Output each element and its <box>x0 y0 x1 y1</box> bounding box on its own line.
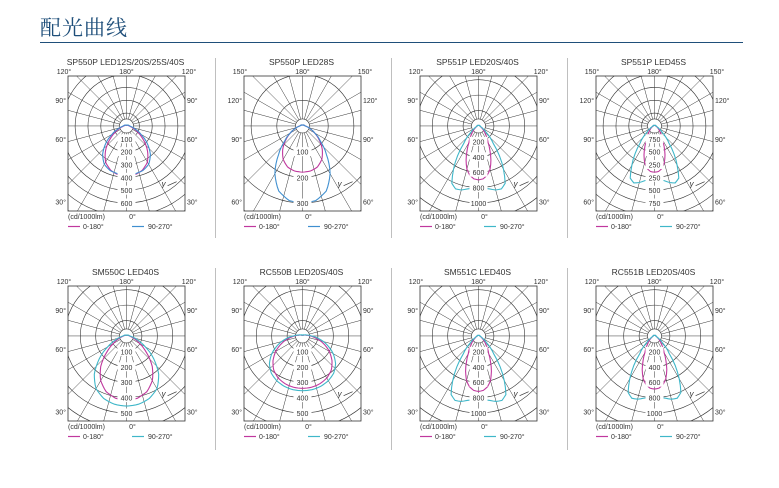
legend-label-1: 0-180° <box>435 434 456 441</box>
gamma-label: γ <box>337 179 342 189</box>
grid-spoke <box>127 336 387 486</box>
grid-spoke <box>303 76 453 336</box>
polar-grid <box>0 0 427 426</box>
grid-spoke <box>577 46 655 336</box>
gamma-label: γ <box>689 179 694 189</box>
grid-spoke <box>303 46 381 336</box>
grid-spoke <box>655 124 779 336</box>
polar-chart-1 <box>0 0 427 426</box>
unit-label: (cd/1000lm) <box>420 424 457 431</box>
grid-spoke <box>479 76 629 336</box>
top-angle-label: 120° <box>56 69 72 76</box>
top-angle-label: 150° <box>709 69 725 76</box>
radial-tick-label: 600 <box>648 380 661 388</box>
radial-tick-label: 200 <box>296 364 309 372</box>
radial-tick-label: 800 <box>472 185 485 193</box>
radial-tick-label: 800 <box>472 395 485 403</box>
grid-spoke <box>43 336 303 486</box>
radial-tick-label: 500 <box>296 411 309 418</box>
chart-title: SP550P LED12S/20S/25S/40S <box>66 57 185 67</box>
grid-spoke <box>479 126 629 386</box>
top-angle-label: 120° <box>408 279 424 286</box>
radial-tick-label: 500 <box>648 149 661 157</box>
unit-label: (cd/1000lm) <box>68 424 105 431</box>
grid-spoke <box>153 126 303 386</box>
chart-title: SM551C LED40S <box>443 267 512 277</box>
radial-tick-label: 600 <box>120 201 133 208</box>
side-angle-label-left: 60° <box>407 137 418 145</box>
gamma-arrow <box>344 392 353 396</box>
chart-title: SP550P LED28S <box>268 57 335 67</box>
grid-spoke <box>0 126 127 338</box>
side-angle-label-left: 60° <box>407 347 418 355</box>
side-angle-label-left: 90° <box>583 137 594 145</box>
bottom-angle-label: 0° <box>305 424 312 431</box>
side-angle-label-left: 60° <box>55 347 66 355</box>
side-angle-label-left: 30° <box>55 199 66 207</box>
side-angle-label-left: 90° <box>407 98 418 105</box>
radial-tick-label: 250 <box>648 162 661 170</box>
grid-spoke <box>127 126 277 386</box>
side-angle-label-right: 60° <box>715 199 726 207</box>
grid-spoke <box>49 46 127 336</box>
radial-tick-label: 600 <box>472 170 485 178</box>
grid-spoke <box>401 46 479 336</box>
top-angle-label: 120° <box>181 69 197 76</box>
top-angle-label: 180° <box>119 69 134 76</box>
radial-tick-label: 600 <box>472 380 485 388</box>
side-angle-label-right: 60° <box>363 199 374 207</box>
gamma-label: γ <box>161 179 166 189</box>
legend-label-1: 0-180° <box>611 434 632 441</box>
bottom-angle-label: 0° <box>481 214 488 221</box>
side-angle-label-left: 60° <box>231 199 242 207</box>
side-angle-label-right: 90° <box>539 308 550 315</box>
side-angle-label-left: 90° <box>583 308 594 315</box>
bottom-angle-label: 0° <box>657 214 664 221</box>
top-angle-label: 120° <box>181 279 197 286</box>
side-angle-label-right: 120° <box>363 98 378 105</box>
side-angle-label-left: 90° <box>55 308 66 315</box>
page-title: 配光曲线 <box>40 16 128 40</box>
polar-chart-4 <box>355 0 779 426</box>
side-angle-label-left: 60° <box>583 347 594 355</box>
legend-label-1: 0-180° <box>611 224 632 231</box>
legend-label-1: 0-180° <box>259 434 280 441</box>
side-angle-label-right: 30° <box>539 199 550 207</box>
top-angle-label: 180° <box>471 69 486 76</box>
side-angle-label-right: 90° <box>715 137 726 145</box>
radial-tick-label: 750 <box>648 201 661 208</box>
radial-tick-label: 200 <box>472 139 485 147</box>
chart-title: SP551P LED20S/40S <box>436 57 519 67</box>
top-angle-label: 120° <box>533 69 549 76</box>
grid-spoke <box>479 126 691 338</box>
grid-spoke <box>219 186 479 336</box>
top-angle-label: 150° <box>584 69 600 76</box>
gamma-label: γ <box>161 389 166 399</box>
gamma-label: γ <box>513 389 518 399</box>
side-angle-label-right: 90° <box>715 308 726 315</box>
side-angle-label-right: 30° <box>539 409 550 417</box>
top-angle-label: 120° <box>533 279 549 286</box>
side-angle-label-left: 90° <box>231 308 242 315</box>
grid-spoke <box>153 76 303 336</box>
grid-spoke <box>43 186 303 336</box>
grid-spoke <box>303 126 453 386</box>
side-angle-label-right: 90° <box>363 308 374 315</box>
side-angle-label-left: 120° <box>579 98 594 105</box>
top-angle-label: 150° <box>357 69 373 76</box>
side-angle-label-right: 30° <box>363 409 374 417</box>
side-angle-label-left: 90° <box>407 308 418 315</box>
bottom-angle-label: 0° <box>129 424 136 431</box>
radial-tick-label: 100 <box>296 349 309 357</box>
radial-tick-label: 300 <box>296 380 309 388</box>
side-angle-label-right: 60° <box>187 347 198 355</box>
grid-spoke <box>479 186 739 336</box>
gamma-arrow <box>520 392 529 396</box>
legend-label-2: 90-270° <box>148 434 173 441</box>
radial-tick-label: 400 <box>472 154 485 162</box>
radial-tick-label: 100 <box>120 136 133 144</box>
legend-label-2: 90-270° <box>148 224 173 231</box>
top-angle-label: 150° <box>232 69 248 76</box>
gamma-arrow <box>344 182 353 186</box>
unit-label: (cd/1000lm) <box>420 214 457 221</box>
radial-tick-label: 250 <box>648 175 661 183</box>
legend-label-2: 90-270° <box>676 434 701 441</box>
legend-label-2: 90-270° <box>324 224 349 231</box>
radial-tick-label: 200 <box>120 149 133 157</box>
radial-tick-label: 500 <box>120 188 133 196</box>
unit-label: (cd/1000lm) <box>68 214 105 221</box>
gamma-arrow <box>520 182 529 186</box>
radial-tick-label: 1000 <box>470 201 487 208</box>
side-angle-label-right: 90° <box>539 98 550 105</box>
center-hub <box>296 119 310 133</box>
grid-spoke <box>303 0 563 126</box>
chart-title: SM550C LED40S <box>91 267 160 277</box>
grid-spoke <box>225 46 303 336</box>
radial-tick-label: 200 <box>120 364 133 372</box>
legend-label-2: 90-270° <box>500 224 525 231</box>
side-angle-label-left: 30° <box>55 409 66 417</box>
legend-label-2: 90-270° <box>676 224 701 231</box>
side-angle-label-right: 90° <box>363 137 374 145</box>
grid-spoke <box>505 76 655 336</box>
top-angle-label: 180° <box>471 279 486 286</box>
side-angle-label-left: 60° <box>55 137 66 145</box>
side-angle-label-left: 60° <box>583 199 594 207</box>
side-angle-label-right: 60° <box>363 347 374 355</box>
radial-tick-label: 300 <box>120 162 133 170</box>
grid-spoke <box>127 126 339 338</box>
top-angle-label: 180° <box>295 69 310 76</box>
grid-spoke <box>266 126 478 338</box>
grid-spoke <box>303 336 563 486</box>
side-angle-label-left: 30° <box>407 199 418 207</box>
radial-tick-label: 400 <box>120 175 133 183</box>
side-angle-label-left: 90° <box>231 137 242 145</box>
chart-title: RC551B LED20S/40S <box>611 267 696 277</box>
radial-tick-label: 300 <box>120 380 133 388</box>
gamma-arrow <box>168 392 177 396</box>
side-angle-label-right: 30° <box>187 409 198 417</box>
unit-label: (cd/1000lm) <box>596 424 633 431</box>
chart-title: SP551P LED45S <box>620 57 687 67</box>
top-angle-label: 180° <box>647 279 662 286</box>
bottom-angle-label: 0° <box>305 214 312 221</box>
radial-tick-label: 500 <box>120 411 133 418</box>
side-angle-label-left: 30° <box>407 409 418 417</box>
radial-tick-label: 400 <box>120 395 133 403</box>
bottom-angle-label: 0° <box>657 424 664 431</box>
side-angle-label-left: 120° <box>227 98 242 105</box>
bottom-angle-label: 0° <box>481 424 488 431</box>
radial-tick-label: 500 <box>648 188 661 196</box>
side-angle-label-right: 60° <box>539 347 550 355</box>
legend-label-2: 90-270° <box>500 434 525 441</box>
top-angle-label: 120° <box>232 279 248 286</box>
grid-spoke <box>329 76 479 336</box>
grid-spoke <box>395 336 655 486</box>
side-angle-label-right: 60° <box>715 347 726 355</box>
side-angle-label-left: 30° <box>231 409 242 417</box>
grid-spoke <box>0 124 127 336</box>
top-angle-label: 120° <box>408 69 424 76</box>
grid-spoke <box>395 186 655 336</box>
gamma-arrow <box>696 182 705 186</box>
unit-label: (cd/1000lm) <box>244 214 281 221</box>
polar-grid <box>355 0 779 426</box>
gamma-label: γ <box>513 179 518 189</box>
top-angle-label: 120° <box>709 279 725 286</box>
grid-spoke <box>395 0 655 126</box>
unit-label: (cd/1000lm) <box>596 214 633 221</box>
radial-tick-label: 400 <box>296 395 309 403</box>
grid-spoke <box>329 126 479 386</box>
radial-tick-label: 400 <box>472 364 485 372</box>
grid-spoke <box>303 186 563 336</box>
side-angle-label-left: 90° <box>55 98 66 105</box>
legend-label-1: 0-180° <box>83 224 104 231</box>
side-angle-label-right: 120° <box>715 98 730 105</box>
radial-tick-label: 200 <box>648 349 661 357</box>
bottom-angle-label: 0° <box>129 214 136 221</box>
top-angle-label: 180° <box>295 279 310 286</box>
legend-label-2: 90-270° <box>324 434 349 441</box>
radial-tick-label: 100 <box>296 149 309 157</box>
gamma-arrow <box>168 182 177 186</box>
grid-spoke <box>303 126 563 276</box>
gamma-arrow <box>696 392 705 396</box>
grid-spoke <box>90 126 302 338</box>
side-angle-label-right: 30° <box>715 409 726 417</box>
grid-spoke <box>395 126 655 276</box>
top-angle-label: 120° <box>56 279 72 286</box>
grid-spoke <box>479 336 739 486</box>
radial-tick-label: 200 <box>472 349 485 357</box>
grid-spoke <box>479 46 557 336</box>
radial-tick-label: 300 <box>296 201 309 208</box>
grid-spoke <box>127 46 205 336</box>
top-angle-label: 180° <box>647 69 662 76</box>
radial-tick-label: 100 <box>120 349 133 357</box>
legend-label-1: 0-180° <box>83 434 104 441</box>
grid-spoke <box>127 186 387 336</box>
top-angle-label: 120° <box>357 279 373 286</box>
unit-label: (cd/1000lm) <box>244 424 281 431</box>
grid-spoke <box>219 336 479 486</box>
grid-spoke <box>655 126 779 338</box>
radial-tick-label: 400 <box>648 364 661 372</box>
side-angle-label-right: 90° <box>187 308 198 315</box>
radial-tick-label: 1000 <box>646 411 663 418</box>
radial-tick-label: 200 <box>296 175 309 183</box>
side-angle-label-right: 30° <box>187 199 198 207</box>
side-angle-label-right: 60° <box>539 137 550 145</box>
legend-label-1: 0-180° <box>259 224 280 231</box>
radial-tick-label: 800 <box>648 395 661 403</box>
side-angle-label-left: 30° <box>583 409 594 417</box>
top-angle-label: 180° <box>119 279 134 286</box>
radial-tick-label: 750 <box>648 136 661 144</box>
side-angle-label-right: 60° <box>187 137 198 145</box>
grid-spoke <box>127 76 277 336</box>
chart-title: RC550B LED20S/40S <box>259 267 344 277</box>
gamma-label: γ <box>337 389 342 399</box>
side-angle-label-left: 60° <box>231 347 242 355</box>
side-angle-label-right: 90° <box>187 98 198 105</box>
legend-label-1: 0-180° <box>435 224 456 231</box>
top-angle-label: 120° <box>584 279 600 286</box>
gamma-label: γ <box>689 389 694 399</box>
grid-spoke <box>655 46 733 336</box>
radial-tick-label: 1000 <box>470 411 487 418</box>
